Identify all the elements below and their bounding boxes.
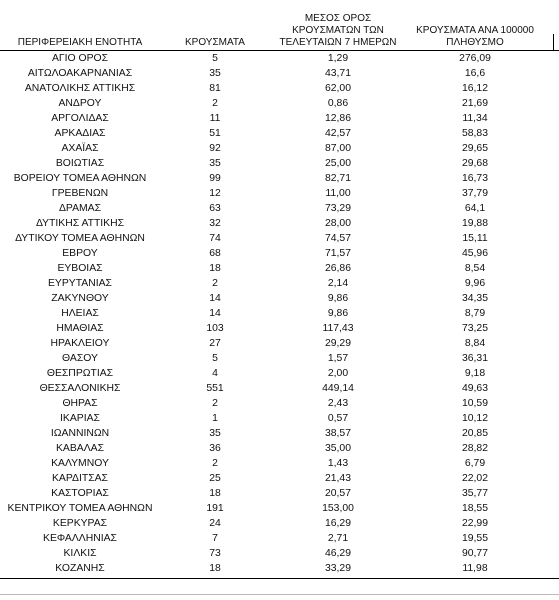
cell-empty bbox=[544, 81, 559, 96]
table-row bbox=[0, 126, 559, 141]
cell-cases: 12 bbox=[209, 188, 221, 199]
cell-region: ΓΡΕΒΕΝΩΝ bbox=[51, 188, 109, 199]
cell-per100k: 15,11 bbox=[462, 233, 488, 244]
table-body bbox=[0, 51, 559, 577]
cell-region: ΑΡΚΑΔΙΑΣ bbox=[54, 128, 106, 139]
cell-per100k: 20,85 bbox=[461, 428, 488, 439]
cell-per100k: 9,96 bbox=[464, 278, 486, 289]
cell-region: ΕΥΒΟΙΑΣ bbox=[57, 263, 103, 274]
cell-empty bbox=[544, 456, 559, 471]
cell-per100k: 10,59 bbox=[461, 398, 488, 409]
cell-region: ΗΡΑΚΛΕΙΟΥ bbox=[50, 338, 110, 349]
cell-cases: 27 bbox=[209, 338, 221, 349]
cell-cases: 14 bbox=[209, 293, 221, 304]
table-row bbox=[0, 246, 559, 261]
cell-avg7: 35,00 bbox=[324, 443, 351, 454]
cell-region: ΑΓΙΟ ΟΡΟΣ bbox=[51, 53, 109, 64]
cell-per100k: 6,79 bbox=[464, 458, 486, 469]
cell-cases: 5 bbox=[212, 53, 218, 64]
table-row bbox=[0, 411, 559, 426]
table-row bbox=[0, 516, 559, 531]
cell-per100k: 73,25 bbox=[461, 323, 488, 334]
cell-empty bbox=[544, 201, 559, 216]
cell-empty bbox=[544, 276, 559, 291]
page-edge-rule bbox=[0, 594, 559, 595]
cell-region: ΕΥΡΥΤΑΝΙΑΣ bbox=[48, 278, 112, 289]
cell-per100k: 45,96 bbox=[461, 248, 488, 259]
cell-avg7: 16,29 bbox=[324, 518, 351, 529]
cell-per100k: 21,69 bbox=[461, 98, 488, 109]
table-row bbox=[0, 456, 559, 471]
cell-avg7: 33,29 bbox=[324, 563, 351, 574]
cell-empty bbox=[544, 291, 559, 306]
cell-avg7: 12,86 bbox=[324, 113, 351, 124]
cell-region: ΘΕΣΣΑΛΟΝΙΚΗΣ bbox=[39, 383, 121, 394]
cell-avg7: 449,14 bbox=[322, 383, 354, 394]
cell-region: ΙΚΑΡΙΑΣ bbox=[60, 413, 100, 424]
cell-empty bbox=[544, 441, 559, 456]
cell-cases: 5 bbox=[212, 353, 218, 364]
cell-avg7: 42,57 bbox=[324, 128, 351, 139]
cell-avg7: 0,57 bbox=[327, 413, 349, 424]
header-per100k bbox=[406, 0, 544, 51]
cell-region: ΚΑΛΥΜΝΟΥ bbox=[51, 458, 109, 469]
cell-avg7: 2,71 bbox=[327, 533, 349, 544]
cell-region: ΑΧΑΪΑΣ bbox=[61, 143, 99, 154]
cell-avg7: 82,71 bbox=[324, 173, 351, 184]
cell-region: ΚΕΝΤΡΙΚΟΥ ΤΟΜΕΑ ΑΘΗΝΩΝ bbox=[7, 503, 153, 514]
cell-avg7: 9,86 bbox=[327, 308, 349, 319]
cell-region: ΖΑΚΥΝΘΟΥ bbox=[51, 293, 109, 304]
cell-cases: 36 bbox=[209, 443, 221, 454]
table-row bbox=[0, 321, 559, 336]
cell-region: ΚΑΒΑΛΑΣ bbox=[55, 443, 105, 454]
cell-avg7: 62,00 bbox=[324, 83, 351, 94]
cell-empty bbox=[544, 546, 559, 561]
cell-cases: 18 bbox=[209, 488, 221, 499]
table-row bbox=[0, 306, 559, 321]
cell-empty bbox=[544, 411, 559, 426]
table-row bbox=[0, 546, 559, 561]
table-row bbox=[0, 561, 559, 576]
cell-per100k: 10,12 bbox=[461, 413, 488, 424]
cell-empty bbox=[544, 186, 559, 201]
cell-avg7: 46,29 bbox=[324, 548, 351, 559]
cell-region: ΑΙΤΩΛΟΑΚΑΡΝΑΝΙΑΣ bbox=[27, 68, 133, 79]
cell-per100k: 34,35 bbox=[461, 293, 488, 304]
table-row bbox=[0, 501, 559, 516]
cell-empty bbox=[544, 66, 559, 81]
cell-cases: 25 bbox=[209, 473, 221, 484]
cell-empty bbox=[544, 426, 559, 441]
cell-per100k: 19,55 bbox=[461, 533, 488, 544]
cell-empty bbox=[544, 486, 559, 501]
table-row bbox=[0, 396, 559, 411]
table-row bbox=[0, 471, 559, 486]
cell-avg7: 11,00 bbox=[325, 188, 351, 199]
cell-per100k: 11,98 bbox=[462, 563, 488, 574]
cell-region: ΘΑΣΟΥ bbox=[62, 353, 98, 364]
cell-avg7: 1,43 bbox=[327, 458, 349, 469]
cell-empty bbox=[544, 126, 559, 141]
cell-avg7: 2,43 bbox=[327, 398, 349, 409]
cell-empty bbox=[544, 321, 559, 336]
cell-cases: 32 bbox=[209, 218, 221, 229]
table-row bbox=[0, 231, 559, 246]
cell-cases: 92 bbox=[209, 143, 221, 154]
cell-per100k: 22,99 bbox=[461, 518, 488, 529]
header-row bbox=[0, 0, 559, 51]
header-region bbox=[0, 0, 160, 51]
cell-region: ΕΒΡΟΥ bbox=[62, 248, 98, 259]
bottom-rule bbox=[0, 578, 559, 579]
table-row bbox=[0, 66, 559, 81]
cell-cases: 18 bbox=[209, 263, 221, 274]
table-row bbox=[0, 531, 559, 546]
cell-cases: 35 bbox=[209, 68, 221, 79]
cell-empty bbox=[544, 396, 559, 411]
table-row bbox=[0, 111, 559, 126]
cell-cases: 63 bbox=[209, 203, 221, 214]
cell-cases: 24 bbox=[209, 518, 221, 529]
cell-cases: 11 bbox=[209, 113, 221, 124]
cell-avg7: 73,29 bbox=[324, 203, 351, 214]
cell-avg7: 117,43 bbox=[322, 323, 354, 334]
table-row bbox=[0, 156, 559, 171]
cell-region: ΒΟΡΕΙΟΥ ΤΟΜΕΑ ΑΘΗΝΩΝ bbox=[13, 173, 147, 184]
cell-cases: 51 bbox=[209, 128, 221, 139]
cell-empty bbox=[544, 501, 559, 516]
table-row bbox=[0, 486, 559, 501]
cell-avg7: 1,57 bbox=[327, 353, 349, 364]
header-per100k-text: ΚΡΟΥΣΜΑΤΑ ΑΝΑ 100000 ΠΛΗΘΥΣΜΟ bbox=[416, 25, 534, 48]
cell-cases: 2 bbox=[212, 278, 218, 289]
header-region-text: ΠΕΡΙΦΕΡΕΙΑΚΗ ΕΝΟΤΗΤΑ bbox=[17, 37, 143, 48]
cell-empty bbox=[544, 531, 559, 546]
cell-empty bbox=[544, 561, 559, 576]
cell-per100k: 49,63 bbox=[461, 383, 488, 394]
cell-empty bbox=[544, 231, 559, 246]
table-row bbox=[0, 51, 559, 67]
cell-region: ΚΟΖΑΝΗΣ bbox=[55, 563, 105, 574]
cell-avg7: 1,29 bbox=[327, 53, 349, 64]
table-row bbox=[0, 336, 559, 351]
table-row bbox=[0, 441, 559, 456]
cell-per100k: 16,73 bbox=[461, 173, 488, 184]
cell-empty bbox=[544, 216, 559, 231]
cell-cases: 103 bbox=[206, 323, 224, 334]
cell-per100k: 90,77 bbox=[461, 548, 488, 559]
cell-cases: 35 bbox=[209, 158, 221, 169]
cell-avg7: 2,14 bbox=[327, 278, 349, 289]
cell-avg7: 74,57 bbox=[324, 233, 351, 244]
table-row bbox=[0, 276, 559, 291]
cell-region: ΚΙΛΚΙΣ bbox=[63, 548, 97, 559]
cell-cases: 99 bbox=[209, 173, 221, 184]
cell-region: ΑΝΑΤΟΛΙΚΗΣ ΑΤΤΙΚΗΣ bbox=[24, 83, 136, 94]
cell-cases: 1 bbox=[212, 413, 218, 424]
cell-region: ΚΕΦΑΛΛΗΝΙΑΣ bbox=[43, 533, 117, 544]
cell-per100k: 8,54 bbox=[464, 263, 486, 274]
cell-cases: 74 bbox=[209, 233, 221, 244]
cell-per100k: 16,12 bbox=[461, 83, 488, 94]
cell-avg7: 20,57 bbox=[324, 488, 351, 499]
table-row bbox=[0, 171, 559, 186]
cell-empty bbox=[544, 156, 559, 171]
cell-avg7: 153,00 bbox=[322, 503, 354, 514]
cell-per100k: 36,31 bbox=[461, 353, 488, 364]
table-row bbox=[0, 201, 559, 216]
cell-per100k: 28,82 bbox=[461, 443, 488, 454]
table-row bbox=[0, 366, 559, 381]
cell-cases: 35 bbox=[209, 428, 221, 439]
table-row bbox=[0, 81, 559, 96]
cell-region: ΔΥΤΙΚΗΣ ΑΤΤΙΚΗΣ bbox=[35, 218, 125, 229]
cell-per100k: 29,65 bbox=[461, 143, 488, 154]
cell-cases: 551 bbox=[206, 383, 224, 394]
cell-avg7: 21,43 bbox=[324, 473, 351, 484]
cell-per100k: 37,79 bbox=[461, 188, 488, 199]
cell-avg7: 0,86 bbox=[327, 98, 349, 109]
cell-empty bbox=[544, 336, 559, 351]
cell-avg7: 87,00 bbox=[324, 143, 351, 154]
cell-per100k: 29,68 bbox=[461, 158, 488, 169]
cell-per100k: 35,77 bbox=[461, 488, 488, 499]
table-row bbox=[0, 261, 559, 276]
cell-per100k: 276,09 bbox=[459, 53, 491, 64]
cell-cases: 14 bbox=[209, 308, 221, 319]
cell-cases: 18 bbox=[209, 563, 221, 574]
table-row bbox=[0, 351, 559, 366]
header-cases-text: ΚΡΟΥΣΜΑΤΑ bbox=[185, 37, 245, 48]
header-cases bbox=[160, 0, 270, 51]
cell-avg7: 2,00 bbox=[327, 368, 349, 379]
header-avg7-text: ΜΕΣΟΣ ΟΡΟΣ ΚΡΟΥΣΜΑΤΩΝ ΤΩΝ ΤΕΛΕΥΤΑΙΩΝ 7 ΗΜΕΡΩΝ bbox=[279, 13, 397, 48]
table-row bbox=[0, 96, 559, 111]
cell-per100k: 19,88 bbox=[461, 218, 488, 229]
cell-per100k: 22,02 bbox=[461, 473, 488, 484]
cell-cases: 68 bbox=[209, 248, 221, 259]
cell-empty bbox=[544, 111, 559, 126]
cell-cases: 2 bbox=[212, 458, 218, 469]
cell-avg7: 71,57 bbox=[324, 248, 351, 259]
cell-empty bbox=[544, 246, 559, 261]
cell-avg7: 43,71 bbox=[324, 68, 351, 79]
cell-per100k: 8,84 bbox=[464, 338, 486, 349]
cell-region: ΚΕΡΚΥΡΑΣ bbox=[52, 518, 108, 529]
cell-cases: 2 bbox=[212, 398, 218, 409]
cell-empty bbox=[544, 141, 559, 156]
cell-per100k: 18,55 bbox=[461, 503, 488, 514]
cell-avg7: 26,86 bbox=[324, 263, 351, 274]
cell-empty bbox=[544, 51, 559, 67]
cell-per100k: 11,34 bbox=[462, 113, 488, 124]
cell-region: ΚΑΡΔΙΤΣΑΣ bbox=[52, 473, 108, 484]
cell-avg7: 28,00 bbox=[324, 218, 351, 229]
header-avg7 bbox=[270, 0, 406, 51]
table-row bbox=[0, 291, 559, 306]
cell-region: ΘΕΣΠΡΩΤΙΑΣ bbox=[46, 368, 114, 379]
cell-avg7: 29,29 bbox=[324, 338, 351, 349]
cell-cases: 7 bbox=[212, 533, 218, 544]
cell-per100k: 8,79 bbox=[464, 308, 486, 319]
cell-region: ΙΩΑΝΝΙΝΩΝ bbox=[50, 428, 110, 439]
cell-empty bbox=[544, 366, 559, 381]
cell-empty bbox=[544, 171, 559, 186]
table-row bbox=[0, 216, 559, 231]
cell-empty bbox=[544, 471, 559, 486]
cell-cases: 4 bbox=[212, 368, 218, 379]
cell-region: ΔΡΑΜΑΣ bbox=[58, 203, 102, 214]
cell-region: ΘΗΡΑΣ bbox=[62, 398, 98, 409]
cell-empty bbox=[544, 351, 559, 366]
cell-empty bbox=[544, 516, 559, 531]
cell-empty bbox=[544, 96, 559, 111]
table-row bbox=[0, 141, 559, 156]
cell-empty bbox=[544, 261, 559, 276]
cell-per100k: 16,6 bbox=[464, 68, 486, 79]
cell-empty bbox=[544, 381, 559, 396]
cell-region: ΔΥΤΙΚΟΥ ΤΟΜΕΑ ΑΘΗΝΩΝ bbox=[15, 233, 145, 244]
header-edge-mark bbox=[553, 34, 554, 51]
table-row bbox=[0, 381, 559, 396]
cell-region: ΗΛΕΙΑΣ bbox=[61, 308, 99, 319]
cell-avg7: 38,57 bbox=[324, 428, 351, 439]
cell-empty bbox=[544, 306, 559, 321]
cell-region: ΑΡΓΟΛΙΔΑΣ bbox=[51, 113, 109, 124]
table-row bbox=[0, 426, 559, 441]
cell-cases: 81 bbox=[209, 83, 221, 94]
cell-cases: 2 bbox=[212, 98, 218, 109]
cell-region: ΑΝΔΡΟΥ bbox=[58, 98, 102, 109]
cell-per100k: 58,83 bbox=[461, 128, 488, 139]
cell-region: ΒΟΙΩΤΙΑΣ bbox=[55, 158, 105, 169]
table-row bbox=[0, 186, 559, 201]
cell-avg7: 9,86 bbox=[327, 293, 349, 304]
header-empty bbox=[544, 0, 559, 51]
cell-cases: 73 bbox=[209, 548, 221, 559]
cell-per100k: 64,1 bbox=[464, 203, 486, 214]
cell-region: ΚΑΣΤΟΡΙΑΣ bbox=[51, 488, 109, 499]
cell-cases: 191 bbox=[206, 503, 224, 514]
cell-region: ΗΜΑΘΙΑΣ bbox=[56, 323, 104, 334]
cell-per100k: 9,18 bbox=[464, 368, 486, 379]
cell-avg7: 25,00 bbox=[324, 158, 351, 169]
